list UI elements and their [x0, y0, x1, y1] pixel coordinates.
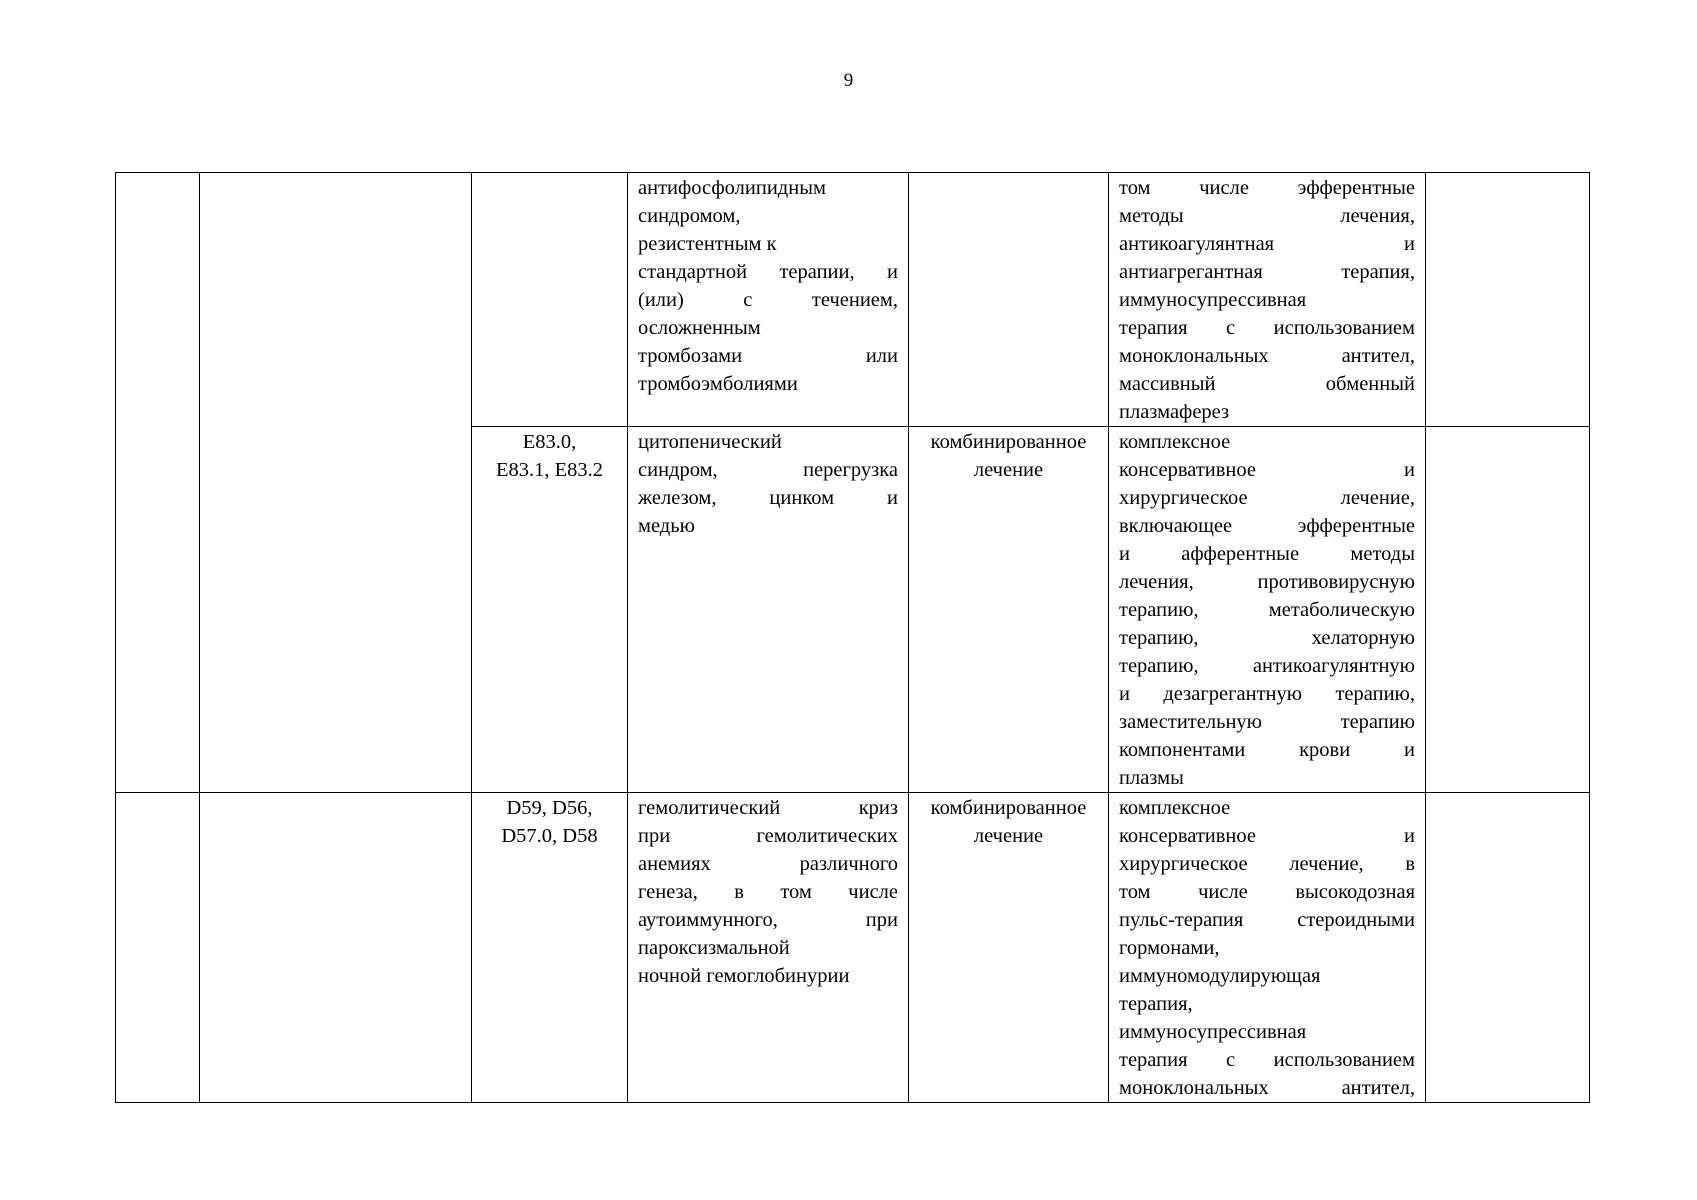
cell-line: аутоиммунного, при	[638, 909, 898, 931]
cell-line: заместительную терапию	[1119, 711, 1415, 733]
cell-diagnosis	[628, 793, 909, 1103]
cell-line: гемолитический криз	[638, 797, 898, 819]
cell-line: иммуносупрессивная	[1119, 1021, 1307, 1043]
cell-line: хирургическое лечение, в	[1119, 853, 1415, 875]
cell-line: комбинированное	[930, 431, 1087, 453]
cell-line: лечение	[973, 459, 1044, 481]
cell-line: при гемолитических	[638, 825, 898, 847]
cell-line: синдромом,	[638, 205, 741, 227]
cell-note	[1426, 427, 1590, 793]
cell-line: тромбозами или	[638, 345, 898, 367]
cell-treatment	[1109, 173, 1426, 427]
cell-line: тромбоэмболиями	[638, 373, 798, 395]
treatment-table	[115, 172, 1590, 1103]
cell-line: терапию, антикоагулянтную	[1119, 655, 1415, 677]
cell-number	[116, 173, 200, 793]
cell-line: (или) с течением,	[638, 289, 898, 311]
cell-line: моноклональных антител,	[1119, 345, 1415, 367]
cell-treatment	[1109, 793, 1426, 1103]
cell-diagnosis	[628, 427, 909, 793]
cell-code	[472, 793, 628, 1103]
cell-line: антикоагулянтная и	[1119, 233, 1415, 255]
cell-line: и афферентные методы	[1119, 543, 1415, 565]
cell-line: включающее эфферентные	[1119, 515, 1415, 537]
cell-line: медью	[638, 515, 695, 537]
cell-line: том числе высокодозная	[1119, 881, 1415, 903]
cell-line: D57.0, D58	[501, 825, 598, 847]
cell-line: осложненным	[638, 317, 761, 339]
cell-line: том числе эфферентные	[1119, 177, 1415, 199]
cell-line: лечение	[973, 825, 1044, 847]
cell-line: D59, D56,	[506, 797, 593, 819]
cell-line: железом, цинком и	[638, 487, 898, 509]
cell-line: терапия с использованием	[1119, 317, 1415, 339]
cell-line: E83.1, E83.2	[495, 459, 604, 481]
cell-line: и дезагрегантную терапию,	[1119, 683, 1415, 705]
cell-method	[909, 793, 1109, 1103]
cell-line: иммуносупрессивная	[1119, 289, 1307, 311]
cell-line: методы лечения,	[1119, 205, 1415, 227]
table-row	[116, 173, 1590, 427]
cell-line: синдром, перегрузка	[638, 459, 898, 481]
cell-note	[1426, 173, 1590, 427]
cell-line: терапию, метаболическую	[1119, 599, 1415, 621]
cell-diagnosis	[628, 173, 909, 427]
cell-line: E83.0,	[522, 431, 577, 453]
cell-line: антиагрегантная терапия,	[1119, 261, 1415, 283]
cell-line: антифосфолипидным	[638, 177, 826, 199]
page-number: 9	[843, 70, 854, 91]
cell-line: терапия с использованием	[1119, 1049, 1415, 1071]
cell-treatment	[1109, 427, 1426, 793]
cell-line: хирургическое лечение,	[1119, 487, 1415, 509]
cell-line: терапия,	[1119, 993, 1193, 1015]
cell-method	[909, 427, 1109, 793]
cell-line: стандартной терапии, и	[638, 261, 898, 283]
cell-note	[1426, 793, 1590, 1103]
cell-line: резистентным к	[638, 233, 777, 255]
cell-line: генеза, в том числе	[638, 881, 898, 903]
cell-profile	[200, 793, 472, 1103]
cell-number	[116, 793, 200, 1103]
cell-line: комплексное	[1119, 797, 1231, 819]
cell-line: лечения, противовирусную	[1119, 571, 1415, 593]
cell-line: комбинированное	[930, 797, 1087, 819]
cell-line: массивный обменный	[1119, 373, 1415, 395]
table-row	[116, 793, 1590, 1103]
cell-line: цитопенический	[638, 431, 782, 453]
cell-line: консервативное и	[1119, 459, 1415, 481]
cell-method	[909, 173, 1109, 427]
cell-line: терапию, хелаторную	[1119, 627, 1415, 649]
cell-line: компонентами крови и	[1119, 739, 1415, 761]
cell-line: пароксизмальной	[638, 937, 790, 959]
cell-line: консервативное и	[1119, 825, 1415, 847]
cell-profile	[200, 173, 472, 793]
cell-line: иммуномодулирующая	[1119, 965, 1321, 987]
cell-line: моноклональных антител,	[1119, 1077, 1415, 1099]
cell-line: гормонами,	[1119, 937, 1220, 959]
cell-line: анемиях различного	[638, 853, 898, 875]
cell-line: плазмаферез	[1119, 401, 1230, 423]
cell-line: комплексное	[1119, 431, 1231, 453]
cell-line: ночной гемоглобинурии	[638, 965, 850, 987]
cell-line: плазмы	[1119, 767, 1184, 789]
cell-code	[472, 427, 628, 793]
cell-code	[472, 173, 628, 427]
cell-line: пульс-терапия стероидными	[1119, 909, 1415, 931]
